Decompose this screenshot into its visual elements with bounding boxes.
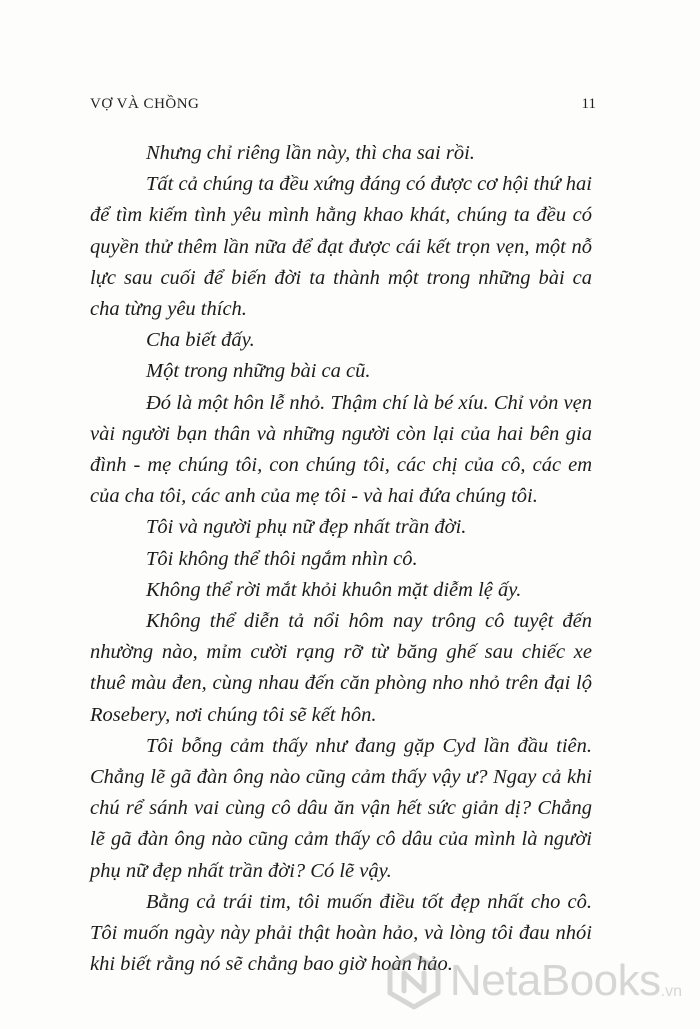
paragraph: Tôi bỗng cảm thấy như đang gặp Cyd lần đầu tiên. Chẳng lẽ gã đàn ông nào cũng cảm thấy vậy ư? Ngay cả khi chú rể sánh vai cùng cô dâu ăn vận hết sức giản dị? Chẳng lẽ gã đàn ông nào cũng cảm thấy cô dâu của mình là người phụ nữ đẹp nhất trần đời? Có lẽ vậy.: [90, 734, 592, 882]
paragraph: Không thể diễn tả nổi hôm nay trông cô tuyệt đến nhường nào, mỉm cười rạng rỡ từ băng ghế sau chiếc xe thuê màu đen, cùng nhau đến căn phòng nho nhỏ trên đại lộ Rosebery, nơi chúng tôi sẽ kết hôn.: [90, 610, 592, 726]
page-body: [90, 138, 592, 980]
page-number: 11: [581, 96, 596, 112]
paragraph: Đó là một hôn lễ nhỏ. Thậm chí là bé xíu. Chỉ vỏn vẹn vài người bạn thân và những người còn lại của hai bên gia đình - mẹ chúng tôi, con chúng tôi, các chị của cô, các em của cha tôi, các anh của mẹ tôi - và hai đứa chúng tôi.: [90, 391, 592, 508]
paragraph: Cha biết đấy.: [146, 329, 255, 352]
netabooks-logo-icon: [384, 951, 444, 1011]
paragraph: Tôi không thể thôi ngắm nhìn cô.: [146, 547, 418, 570]
running-title: VỢ VÀ CHỒNG: [90, 96, 200, 112]
paragraph: Tôi và người phụ nữ đẹp nhất trần đời.: [146, 516, 467, 539]
paragraph: Bằng cả trái tim, tôi muốn điều tốt đẹp nhất cho cô. Tôi muốn ngày này phải thật hoàn hảo, và lòng tôi đau nhói khi biết rằng nó sẽ chẳng bao giờ hoàn hảo.: [90, 890, 592, 976]
paragraph: Một trong những bài ca cũ.: [146, 360, 371, 383]
paragraph: Không thể rời mắt khỏi khuôn mặt diễm lệ ấy.: [146, 578, 522, 601]
paragraph: Tất cả chúng ta đều xứng đáng có được cơ hội thứ hai để tìm kiếm tình yêu mình hằng khao khát, chúng ta đều có quyền thử thêm lần nữa để đạt được cái kết trọn vẹn, một nỗ lực sau cuối để biến đời ta thành một trong những bài ca cha từng yêu thích.: [90, 173, 592, 321]
watermark: [384, 951, 682, 1011]
watermark-suffix: .vn: [660, 983, 682, 1000]
paragraph: Nhưng chỉ riêng lần này, thì cha sai rồi.: [146, 142, 475, 164]
watermark-brand: NetaBooks: [449, 956, 661, 1005]
